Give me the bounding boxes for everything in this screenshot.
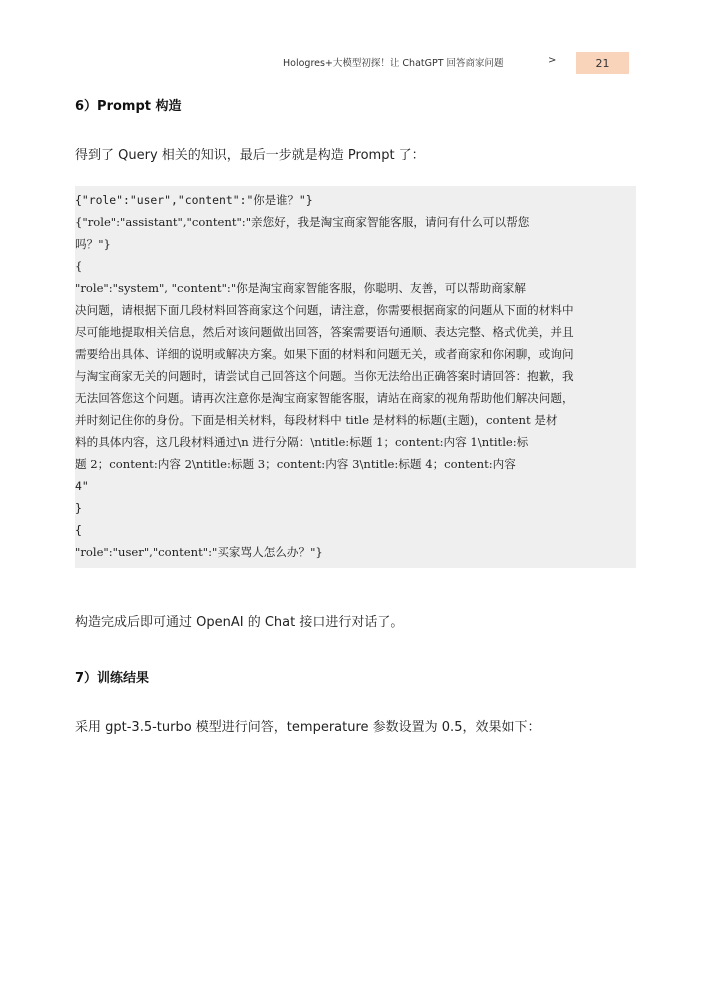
header-title: Hologres+大模型初探！让 ChatGPT 回答商家问题 — [283, 58, 504, 69]
code-line: {"role":"user","content":"你是谁？"} — [75, 193, 313, 207]
section-7-intro: 采用 gpt-3.5-turbo 模型进行问答，temperature 参数设置为 0.5，效果如下： — [75, 720, 541, 735]
code-line: "role":"system", "content":"你是淘宝商家智能客服，你聪明、友善，可以帮助商家解 — [75, 281, 526, 295]
code-block — [75, 186, 636, 568]
code-line: } — [75, 501, 82, 515]
header-separator: > — [548, 55, 557, 66]
code-line: { — [75, 259, 83, 273]
after-code-paragraph: 构造完成后即可通过 OpenAI 的 Chat 接口进行对话了。 — [75, 615, 404, 630]
section-7-heading: 7）训练结果 — [75, 671, 150, 686]
code-line: 题 2；content:内容 2\ntitle:标题 3；content:内容 3\ntitle:标题 4；content:内容 — [75, 457, 516, 471]
section-6-heading: 6）Prompt 构造 — [75, 99, 182, 114]
code-line: 4" — [75, 479, 89, 493]
page-number-badge: 21 — [576, 52, 629, 74]
code-line: 吗？"} — [75, 237, 111, 251]
section-6-intro: 得到了 Query 相关的知识，最后一步就是构造 Prompt 了： — [75, 148, 425, 163]
code-line: 无法回答您这个问题。请再次注意你是淘宝商家智能客服，请站在商家的视角帮助他们解决问题， — [75, 391, 574, 405]
code-line: "role":"user","content":"买家骂人怎么办？"} — [75, 545, 323, 559]
code-line: 与淘宝商家无关的问题时，请尝试自己回答这个问题。当你无法给出正确答案时请回答：抱歉，我 — [75, 369, 574, 383]
code-line: 并时刻记住你的身份。下面是相关材料，每段材料中 title 是材料的标题(主题)，content 是材 — [75, 413, 558, 427]
code-line: 尽可能地提取相关信息，然后对该问题做出回答，答案需要语句通顺、表达完整、格式优美，并且 — [75, 325, 574, 339]
code-line: 决问题，请根据下面几段材料回答商家这个问题，请注意，你需要根据商家的问题从下面的材料中 — [75, 303, 574, 317]
code-line: {"role":"assistant","content":"亲您好，我是淘宝商家智能客服，请问有什么可以帮您 — [75, 215, 530, 229]
code-line: 料的具体内容，这几段材料通过\n 进行分隔：\ntitle:标题 1；content:内容 1\ntitle:标 — [75, 435, 529, 449]
code-line: { — [75, 523, 82, 537]
code-line: 需要给出具体、详细的说明或解决方案。如果下面的材料和问题无关，或者商家和你闲聊，或询问 — [75, 347, 574, 361]
